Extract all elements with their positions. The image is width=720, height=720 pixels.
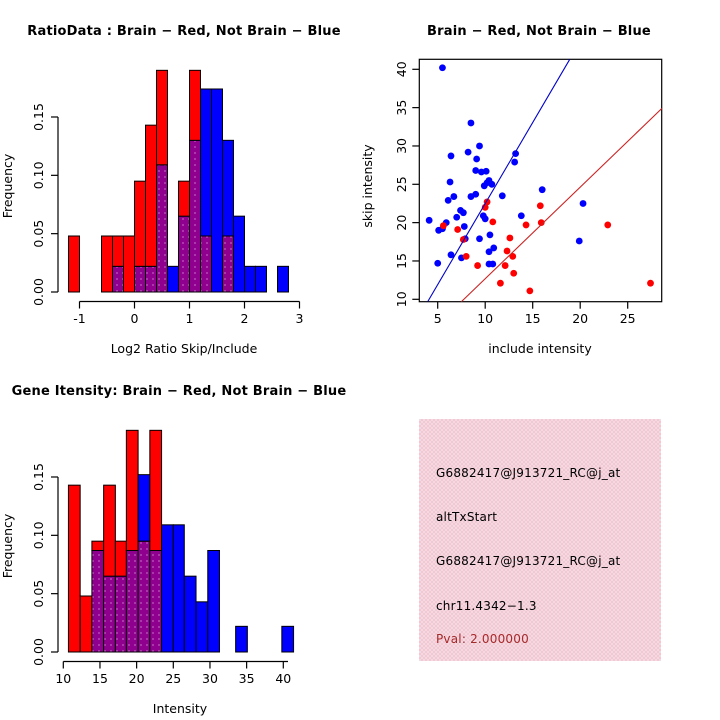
hist-bar-overlap [113, 266, 124, 292]
tick-label: 30 [394, 138, 409, 154]
scatter-point-blue [450, 193, 457, 200]
hist-bar-blue [245, 266, 256, 292]
hist-bar-overlap [201, 236, 212, 292]
scatter-point-blue [499, 192, 506, 199]
scatter-point-blue [511, 159, 518, 166]
scatter-ylabel: skip intensity [360, 144, 375, 228]
scatter-point-blue [473, 156, 480, 163]
scatter-point-blue [481, 182, 488, 189]
tick-label: 0.10 [31, 161, 46, 190]
tick-label: 40 [275, 671, 292, 686]
tick-label: 5 [433, 311, 442, 326]
hist-bar-red [113, 236, 124, 266]
gene-histogram-title: Gene Itensity: Brain − Red, Not Brain − Blue [11, 384, 347, 399]
scatter-point-blue [426, 217, 433, 224]
scatter-point-red [504, 248, 511, 255]
scatter-point-blue [453, 214, 460, 221]
hist-bar-overlap [179, 216, 190, 292]
scatter-point-red [489, 218, 496, 225]
tick-label: 20 [128, 671, 145, 686]
tick-label: 0.15 [31, 103, 46, 131]
hist-bar-overlap [157, 165, 168, 292]
scatter-point-red [526, 287, 533, 294]
tick-label: 0.00 [31, 638, 46, 666]
tick-label: 2 [240, 311, 249, 326]
hist-bar-overlap [115, 576, 126, 652]
hist-bar-blue [196, 602, 208, 652]
hist-bar-red [179, 181, 190, 216]
hist-bar-red [92, 541, 104, 550]
tick-label: 40 [394, 61, 409, 78]
hist-bar-overlap [138, 541, 150, 652]
scatter-point-red [604, 222, 611, 229]
tick-label: 0.05 [31, 579, 46, 608]
tick-label: 10 [394, 291, 409, 308]
scatter-point-blue [476, 235, 483, 242]
probe-id-line: G6882417@J913721_RC@j_at [436, 466, 621, 480]
hist-bar-overlap [146, 266, 157, 292]
ratio-histogram-ylabel: Frequency [0, 153, 15, 219]
tick-label: 0 [130, 311, 139, 326]
scatter-point-blue [445, 197, 452, 204]
gene-histogram-plot-area [31, 430, 294, 686]
tick-label: 0.00 [31, 278, 46, 306]
scatter-point-blue [439, 64, 446, 71]
scatter-point-blue [465, 149, 472, 156]
regression-line-red [461, 108, 661, 301]
scatter-point-red [510, 270, 517, 277]
scatter-point-blue [486, 177, 493, 184]
scatter-point-red [440, 222, 447, 229]
scatter-title: Brain − Red, Not Brain − Blue [427, 24, 651, 39]
hist-bar-blue [212, 89, 223, 292]
scatter-point-blue [434, 260, 441, 267]
hist-bar-blue [201, 89, 212, 236]
ratio-histogram-title: RatioData : Brain − Red, Not Brain − Blue [27, 24, 341, 39]
tick-label: 0.10 [31, 521, 46, 550]
hist-bar-blue [236, 626, 248, 652]
scatter-point-blue [460, 209, 467, 216]
hist-bar-blue [282, 626, 294, 652]
tick-label: 25 [165, 671, 182, 686]
tick-label: 15 [394, 253, 409, 269]
tick-label: 35 [238, 671, 255, 686]
tick-label: 25 [394, 176, 409, 193]
tick-label: 1 [185, 311, 194, 326]
hist-bar-red [146, 125, 157, 266]
tick-label: 20 [572, 311, 589, 326]
hist-bar-overlap [104, 576, 116, 652]
hist-bar-blue [278, 266, 289, 292]
tick-label: 25 [619, 311, 636, 326]
hist-bar-blue [256, 266, 267, 292]
tick-label: 10 [477, 311, 494, 326]
hist-bar-red [115, 541, 126, 576]
tick-label: 0.15 [31, 463, 46, 491]
tick-label: 3 [295, 311, 304, 326]
tick-label: 15 [524, 311, 541, 326]
gene-info-box [419, 419, 661, 661]
scatter-point-blue [580, 200, 587, 207]
ratio-histogram-xlabel: Log2 Ratio Skip/Include [110, 341, 258, 356]
scatter-point-blue [576, 238, 583, 245]
hist-bar-blue [184, 576, 196, 652]
scatter-point-blue [468, 120, 475, 127]
hist-bar-red [124, 236, 135, 292]
scatter-point-blue [461, 223, 468, 230]
scatter-point-red [474, 262, 481, 269]
tick-label: 10 [55, 671, 72, 686]
hist-bar-blue [208, 550, 220, 652]
hist-bar-overlap [126, 550, 138, 652]
ratio-histogram-plot-area [31, 70, 303, 326]
plot-box [419, 59, 661, 301]
hist-bar-red [68, 485, 80, 652]
scatter-xlabel: include intensity [488, 341, 592, 356]
scatter-point-blue [490, 245, 497, 252]
panel-ratio-histogram [0, 0, 360, 360]
scatter-point-red [537, 202, 544, 209]
hist-bar-red [157, 70, 168, 165]
hist-bar-red [150, 430, 162, 550]
scatter-point-red [647, 280, 654, 287]
scatter-point-red [502, 262, 509, 269]
scatter-point-blue [483, 168, 490, 175]
hist-bar-blue [234, 216, 245, 292]
panel-gene-intensity-histogram [0, 360, 360, 720]
hist-bar-overlap [135, 266, 146, 292]
scatter-point-red [463, 253, 470, 260]
event-type-line: altTxStart [436, 510, 498, 524]
scatter-plot-area [394, 59, 662, 326]
hist-bar-blue [173, 525, 184, 652]
hist-bar-red [190, 70, 201, 140]
hist-bar-red [69, 236, 80, 292]
gene-histogram-ylabel: Frequency [0, 513, 15, 579]
scatter-point-blue [487, 231, 494, 238]
scatter-point-blue [472, 167, 479, 174]
hist-bar-red [135, 181, 146, 266]
pval-line: Pval: 2.000000 [436, 632, 529, 646]
hist-bar-overlap [150, 550, 162, 652]
scatter-point-red [507, 235, 514, 242]
hist-bar-red [104, 485, 116, 576]
tick-label: 35 [394, 99, 409, 116]
tick-label: -1 [73, 311, 86, 326]
scatter-point-blue [489, 261, 496, 268]
scatter-point-blue [539, 186, 546, 193]
scatter-point-blue [472, 191, 479, 198]
scatter-point-blue [476, 143, 483, 150]
scatter-point-red [497, 280, 504, 287]
tick-label: 30 [202, 671, 218, 686]
scatter-point-blue [482, 215, 489, 222]
hist-bar-overlap [223, 236, 234, 292]
hist-bar-red [126, 430, 138, 550]
tick-label: 0.05 [31, 219, 46, 248]
gene-histogram-xlabel: Intensity [152, 701, 208, 716]
hist-bar-red [80, 596, 92, 652]
hist-bar-blue [138, 475, 150, 542]
hist-bar-overlap [190, 140, 201, 292]
probe-id-line-2: G6882417@J913721_RC@j_at [436, 554, 621, 568]
scatter-point-blue [447, 179, 454, 186]
hist-bar-blue [162, 525, 174, 652]
scatter-point-red [454, 226, 461, 233]
hist-bar-red [102, 236, 113, 292]
scatter-point-blue [448, 153, 455, 160]
tick-label: 20 [394, 214, 409, 231]
hist-bar-blue [168, 266, 179, 292]
hist-bar-blue [223, 140, 234, 236]
scatter-point-red [523, 222, 530, 229]
scatter-point-blue [518, 212, 525, 219]
hist-bar-overlap [92, 550, 104, 652]
panel-intensity-scatter [360, 0, 720, 360]
locus-line: chr11.4342−1.3 [436, 599, 537, 613]
tick-label: 15 [92, 671, 108, 686]
